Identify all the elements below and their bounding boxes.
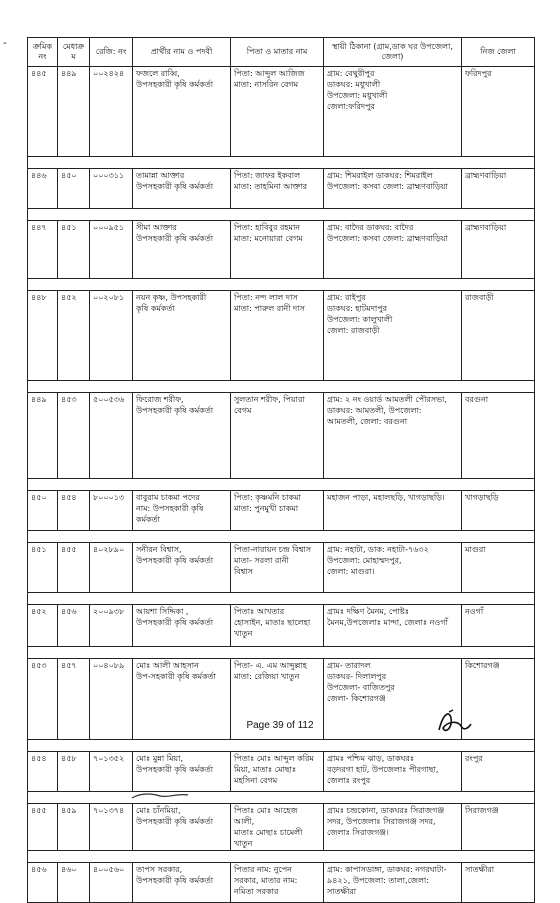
cell-parents-line: পিতা- এ. এম আব্দুল্লাহ (234, 661, 307, 670)
cell-reg: ০০০৩১১ (90, 169, 133, 209)
row-gap-cell (28, 381, 535, 393)
row-gap-cell (28, 851, 535, 863)
row-gap (28, 479, 535, 491)
cell-address-line: জেলাঃ সিরাজগঞ্জ। (327, 828, 389, 837)
cell-reg: ০০২০৮১ (90, 291, 133, 381)
cell-name (133, 169, 231, 209)
cell-district: নওগাঁ (462, 605, 535, 647)
cell-reg: ০০০৯৫১ (90, 221, 133, 279)
cell-address-line: গ্রাম: বেথুরীপুর (327, 69, 375, 78)
row-gap-cell (28, 209, 535, 221)
cell-parents-line: মহসিনা বেগম (234, 776, 278, 785)
cell-name-line: উপসহকারী কৃষি কর্মকর্তা (136, 406, 214, 415)
cell-address-line: মহাজন পাড়া, মহালছড়ি, খাগড়াছড়ি। (327, 493, 445, 502)
cell-serial: ৪৪৮ (28, 291, 58, 381)
cell-parents-line: মিয়া, মাতাঃ মোছাঃ (234, 765, 297, 774)
cell-address-line: বড়দরগা হাট, উপজেলাঃ পীরগাছা, (327, 765, 439, 774)
cell-address (324, 393, 462, 479)
cell-address (324, 605, 462, 647)
cell-serial: ৪৫৪ (28, 752, 58, 792)
cell-address (324, 863, 462, 903)
cell-parents-line: মাতা- সরলা রানী (234, 556, 289, 565)
cell-parents (231, 752, 324, 792)
cell-reg: ৫০০৫৩৬ (90, 393, 133, 479)
cell-parents (231, 543, 324, 593)
cell-parents-line: পিতার নাম: নুপেন (234, 865, 292, 874)
cell-merit: ৪৫৭ (58, 659, 90, 740)
cell-reg: ০০৪০৮৯ (90, 659, 133, 740)
cell-district: ফরিদপুর (462, 67, 535, 157)
cell-name-line: উপসহকারী কৃষি কর্মকর্তা (136, 234, 214, 243)
cell-address-line: ডাকঘর: হাটমদাপুর (327, 304, 388, 313)
cell-address-line: গ্রাম: রাইপুর (327, 293, 366, 302)
header-name: প্রার্থীর নাম ও পদবী (133, 38, 231, 67)
cell-address-line: গ্রাম: শিমরাইল ডাকঘর: শিমরাইল (327, 171, 433, 180)
cell-parents (231, 804, 324, 851)
cell-merit: ৪৫৯ (58, 804, 90, 851)
header-serial: ক্রমিক নং (28, 38, 58, 67)
header-reg: রেজি: নং (90, 38, 133, 67)
cell-parents (231, 221, 324, 279)
table-row (28, 393, 535, 479)
cell-parents-line: বিশ্বাস (234, 567, 253, 576)
cell-district: সাতক্ষীরা (462, 863, 535, 903)
row-gap-cell (28, 792, 535, 804)
cell-name-line: তাপস সরকার, (136, 865, 183, 874)
cell-address (324, 543, 462, 593)
cell-address-line: উপজেলা: কালুখালী (327, 315, 393, 324)
cell-parents-line: পিতা-নারায়ন চন্দ্র বিশ্বাস (234, 545, 312, 554)
cell-name-line: উপসহকারী কৃষি কর্মকর্তা (136, 80, 214, 89)
cell-name-line: সনীরন বিশ্বাস, (136, 545, 182, 554)
cell-address (324, 67, 462, 157)
table-row (28, 221, 535, 279)
cell-name-line: উপসহকারী কৃষি কর্মকর্তা (136, 182, 214, 191)
cell-name-line: উপসহকারী কৃষি কর্মকর্তা (136, 876, 214, 885)
cell-address-line: গ্রাম: কাপাসডাঙ্গা, ডাকঘর: নগরঘাটা- (327, 865, 447, 874)
cell-address-line: ডাকঘর- দিলালপুর (327, 672, 387, 681)
cell-serial: ৪৫৩ (28, 659, 58, 740)
cell-parents-line: পিতাঃ আখতার (234, 607, 285, 616)
cell-merit: ৪৬০ (58, 863, 90, 903)
cell-serial: ৪৫১ (28, 543, 58, 593)
row-gap (28, 740, 535, 752)
cell-district: ব্রাহ্মণবাড়িয়া (462, 169, 535, 209)
cell-address (324, 221, 462, 279)
cell-name-line: উপ-সহকারী কৃষি কর্মকর্তা (136, 672, 216, 681)
cell-address-line: উপজেলা: মধুখালী (327, 91, 388, 100)
cell-parents-line: পিতা: জাফর ইকবাল (234, 171, 301, 180)
cell-parents-line: মাতা: পুনমুখী চাকমা (234, 504, 299, 513)
cell-parents-line: মাতা: পারুল রানী দাস (234, 304, 305, 313)
cell-address-line: গ্রাম: বাদৈর ডাকঘর: বাদৈর (327, 223, 414, 232)
cell-name-line: ফজলে রাব্বি, (136, 69, 180, 78)
table-row (28, 491, 535, 531)
cell-address (324, 491, 462, 531)
cell-district: সিরাজগঞ্জ (462, 804, 535, 851)
row-gap (28, 593, 535, 605)
cell-parents-line: মাতা: তাহমিনা আক্তার (234, 182, 308, 191)
row-gap-cell (28, 157, 535, 169)
cell-merit: ৪৫৫ (58, 543, 90, 593)
cell-merit: ৪৫২ (58, 291, 90, 381)
cell-district: বরগুনা (462, 393, 535, 479)
cell-district: কিশোরগঞ্জ (462, 659, 535, 740)
cell-name-line: উপসহকারী কৃষি কর্মকর্তা (136, 556, 214, 565)
cell-name (133, 291, 231, 381)
cell-address-line: গ্রামঃ দক্ষিণ মৈনম, পোষ্টঃ (327, 607, 409, 616)
cell-merit: ৪৫৬ (58, 605, 90, 647)
table-row (28, 291, 535, 381)
row-gap (28, 381, 535, 393)
cell-address-line: আমতলী, জেলা: বরগুনা (327, 417, 408, 426)
cell-address-line: উপজেলা- বাজিতপুর (327, 683, 395, 692)
cell-parents-line: নমিতা সরকার (234, 887, 279, 896)
cell-reg: ৪০২৮৯০ (90, 543, 133, 593)
cell-name-line: উপসহকারী কৃষি কর্মকর্তা (136, 765, 214, 774)
table-row (28, 752, 535, 792)
row-gap (28, 851, 535, 863)
cell-address-line: গ্রামঃ পশ্চিম ঝাড়, ডাকঘরঃ (327, 754, 415, 763)
cell-name-line: কৃষি কর্মকর্তা (136, 304, 175, 313)
cell-parents-line: পিতা: আব্দুল আজিজ (234, 69, 305, 78)
cell-parents-line: মাতা: মনোয়ারা বেগম (234, 234, 303, 243)
row-gap (28, 647, 535, 659)
cell-parents (231, 605, 324, 647)
cell-parents-line: পিতা: নন্দ লাল দাস (234, 293, 298, 302)
row-gap-cell (28, 647, 535, 659)
cell-address (324, 169, 462, 209)
cell-name (133, 804, 231, 851)
cell-serial: ৪৪৯ (28, 393, 58, 479)
row-gap (28, 792, 535, 804)
table-row (28, 605, 535, 647)
row-gap-cell (28, 479, 535, 491)
header-merit: মেধাক্রম (58, 38, 90, 67)
row-gap-cell (28, 740, 535, 752)
cell-name-line: নাম: উপসহকারী কৃষি (136, 504, 204, 513)
cell-parents (231, 393, 324, 479)
cell-name-line: উপসহকারী কৃষি কর্মকর্তা (136, 618, 214, 627)
cell-reg: ৭০১৩৭৪ (90, 804, 133, 851)
cell-address (324, 752, 462, 792)
cell-address-line: জেলা:ফরিদপুর (327, 102, 375, 111)
cell-name-line: মোঃ মুন্না মিয়া, (136, 754, 183, 763)
cell-address-line: জেলাঃ রংপুর (327, 776, 371, 785)
header-parents: পিতা ও মাতার নাম (231, 38, 324, 67)
table-row (28, 543, 535, 593)
cell-district: রংপুর (462, 752, 535, 792)
row-gap (28, 279, 535, 291)
cell-parents (231, 169, 324, 209)
cell-name-line: মোঃ আলী আহসান (136, 661, 199, 670)
cell-serial: ৪৫৬ (28, 863, 58, 903)
cell-name (133, 393, 231, 479)
cell-district: মাগুরা (462, 543, 535, 593)
page-number: Page 39 of 112 (246, 720, 314, 731)
cell-name-line: উপসহকারী কৃষি কর্মকর্তা (136, 817, 214, 826)
cell-address-line: উপজেলা: কসবা জেলা: ব্রাহ্মণবাড়িয়া (327, 182, 448, 191)
row-gap (28, 531, 535, 543)
table-header-row (28, 38, 535, 67)
cell-name (133, 752, 231, 792)
cell-parents (231, 491, 324, 531)
cell-reg: ০০২৪২৪ (90, 67, 133, 157)
cell-parents-line: মাতাঃ মোছাঃ চামেলী খাতুন (234, 828, 305, 848)
cell-address-line: গ্রাম: নহাটা, ডাক: নহাটা-৭৬৩২ (327, 545, 429, 554)
cell-district: রাজবাড়ী (462, 291, 535, 381)
cell-address (324, 291, 462, 381)
cell-address-line: জেলা: মাগুরা। (327, 567, 375, 576)
cell-name-line: কর্মকর্তা (136, 515, 160, 524)
cell-serial: ৪৪৭ (28, 221, 58, 279)
cell-address-line: জেলা- কিশোরগঞ্জ (327, 694, 386, 703)
cell-name-line: মোঃ চাঁনমিয়া, (136, 806, 181, 815)
cell-parents-line: পিতা: কৃষ্ণমনি চাকমা (234, 493, 301, 502)
candidate-table (27, 37, 535, 903)
cell-parents-line: পিতা: হাবিবুর রহমান (234, 223, 301, 232)
cell-parents-line: বেগম (234, 406, 252, 415)
cell-parents-line: খাতুন (234, 629, 253, 638)
cell-reg: ৭০১৩৫২ (90, 752, 133, 792)
cell-serial: ৪৪৬ (28, 169, 58, 209)
row-gap (28, 209, 535, 221)
row-gap-cell (28, 279, 535, 291)
cell-address-line: জেলা: রাজবাড়ী (327, 326, 380, 335)
margin-mark: - (3, 38, 7, 49)
cell-parents-line: মাতা: নাসরিন বেগম (234, 80, 299, 89)
cell-reg: ৮০০০১৩ (90, 491, 133, 531)
cell-name-line: আয়শা সিদ্দিকা , (136, 607, 189, 616)
cell-merit: ৪৫৪ (58, 491, 90, 531)
cell-address-line: গ্রামঃ চন্দ্রকোনা, ডাকঘরঃ সিরাজগঞ্জ (327, 806, 445, 815)
cell-reg: ২০০৯৩৮ (90, 605, 133, 647)
cell-name-line: তামান্না আক্তার (136, 171, 185, 180)
cell-address-line: সাতক্ষীরা (327, 887, 357, 896)
cell-name-line: বাবুরাম চাকমা পদের (136, 493, 200, 502)
cell-parents-line: পিতাঃ মোঃ আব্দুল করিম (234, 754, 314, 763)
cell-parents-line: সরকার, মাতার নাম: (234, 876, 298, 885)
row-gap (28, 157, 535, 169)
cell-address-line: ডাকঘর: মধুখালী (327, 80, 381, 89)
cell-address (324, 804, 462, 851)
cell-name (133, 605, 231, 647)
cell-parents-line: মাতা: রেজিয়া খাতুন (234, 672, 300, 681)
cell-name (133, 221, 231, 279)
cell-name-line: নয়ন কৃষ্ণ, উপসহকারী (136, 293, 207, 302)
header-district: নিজ জেলা (462, 38, 535, 67)
cell-merit: ৪৫১ (58, 221, 90, 279)
cell-serial: ৪৪৫ (28, 67, 58, 157)
cell-address-line: গ্রাম- তারাদল (327, 661, 371, 670)
cell-serial: ৪৫২ (28, 605, 58, 647)
cell-name (133, 863, 231, 903)
cell-serial: ৪৫৫ (28, 804, 58, 851)
cell-address-line: উপজেলা: মোহাম্মদপুর, (327, 556, 402, 565)
table-row (28, 67, 535, 157)
table-row (28, 804, 535, 851)
cell-reg: ৪০০৫৬০ (90, 863, 133, 903)
cell-district: খাগড়াছড়ি (462, 491, 535, 531)
cell-merit: ৪৫০ (58, 169, 90, 209)
cell-address-line: ৯৪২১, উপজেলা: তালা,জেলা: (327, 876, 429, 885)
table-row (28, 863, 535, 903)
cell-parents (231, 863, 324, 903)
cell-parents (231, 291, 324, 381)
cell-address-line: গ্রাম: ২ নং ওয়ার্ড আমতলী পৌরসভা, (327, 395, 447, 404)
cell-district: ব্রাহ্মণবাড়িয়া (462, 221, 535, 279)
cell-merit: ৪৪৯ (58, 67, 90, 157)
cell-merit: ৪৫৮ (58, 752, 90, 792)
cell-name (133, 543, 231, 593)
cell-address-line: উপজেলা: কসবা জেলা: ব্রাহ্মণবাড়িয়া (327, 234, 448, 243)
cell-parents-line: পিতাঃ মোঃ আহেজ আলী, (234, 806, 301, 826)
row-gap-cell (28, 593, 535, 605)
table-row (28, 169, 535, 209)
cell-merit: ৪৫৩ (58, 393, 90, 479)
cell-parents-line: হোসাইন, মাতাঃ ছালেহা (234, 618, 311, 627)
cell-parents (231, 67, 324, 157)
cell-serial: ৪৫০ (28, 491, 58, 531)
header-address: স্থায়ী ঠিকানা (গ্রাম,ডাক ঘর উপজেলা, জেলা) (324, 38, 462, 67)
cell-name-line: ফিরোজ শরীফ, (136, 395, 184, 404)
cell-name-line: সীমা আক্তার (136, 223, 177, 232)
cell-address-line: ডাকঘর: আমতলী, উপজেলা: (327, 406, 422, 415)
cell-name (133, 491, 231, 531)
row-gap-cell (28, 531, 535, 543)
cell-address-line: সদর, উপজেলাঃ সিরাজগঞ্জ সদর, (327, 817, 436, 826)
cell-parents-line: সুলতান শরীফ, পিয়ারা (234, 395, 305, 404)
cell-name (133, 67, 231, 157)
cell-address-line: মৈনম,উপজেলাঃ মান্দা, জেলাঃ নওগাঁ (327, 618, 448, 627)
scan-artifact (130, 790, 190, 800)
